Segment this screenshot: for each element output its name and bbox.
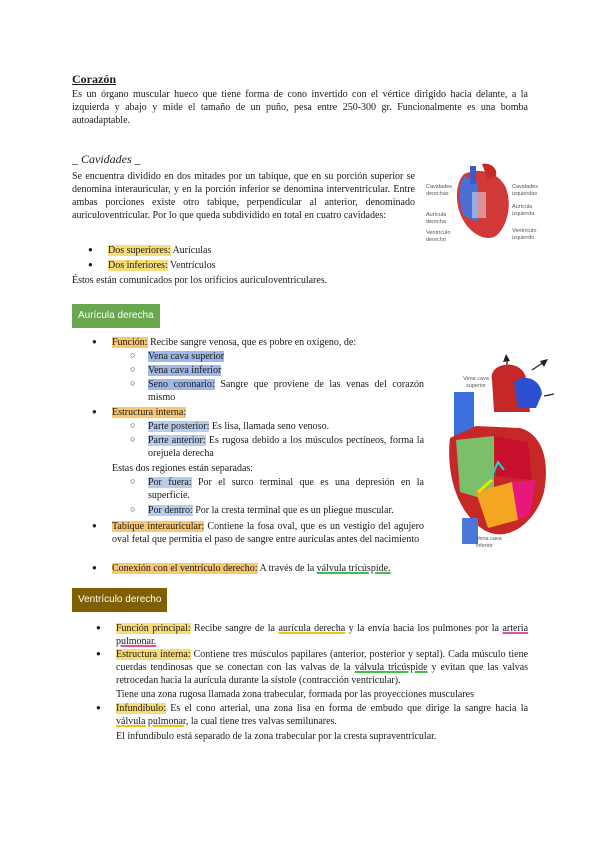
heart-anatomy-image [432,352,556,552]
source-item [148,378,424,404]
item-label: Dos superiores: [108,245,171,256]
diagram-label-left-bot: Ventrículo derecho [426,230,451,243]
connection-label: Conexión con el ventrículo derecho: [112,563,258,574]
page-title: Corazón [72,72,116,86]
ventricle-function [116,622,528,648]
separator-text: Por el surco terminal que es una depresión en la superficie. [148,477,424,501]
infundibulum-pre: Es el cono arterial, una zona lisa en forma de embudo que dirige la sangre hacia la [170,703,529,714]
structure-pre: Contiene tres músculos papilares (anterior, posterior y septal). Cada músculo tiene cuerdas tendinosas que se conectan con las valvas de la [116,649,529,673]
source-label: Vena cava inferior [148,365,222,376]
cavities-paragraph: Se encuentra dividido en dos mitades por un tabique, que en su porción superior se denomina interauricular, y en la porción inferior se denomina interventricular. Entre ambas porciones existe otro tabique, perpendicular al anterior, denominado auriculoventricular. Por lo que queda subdividido en total en cuatro cavidades: [72,171,415,221]
source-label: Vena cava superior [148,351,225,362]
function-label: Función principal: [116,623,191,634]
ventricle-structure [116,648,528,687]
infundibulum-post: la cual tiene tres valvas semilunares. [190,716,337,727]
cavities-heading: _ Cavidades _ [72,152,141,166]
cavities-item [108,244,211,257]
structure-label: Estructura interna: [112,407,187,418]
structure-valve: válvula tricúspide [354,662,428,673]
function-label: Función: [112,337,148,348]
atrium-connection [112,562,391,575]
intro-paragraph: Es un órgano muscular hueco que tiene forma de cono invertido con el vértice dirigido hacia delante, a la izquierda y abajo y mide el tamaño de un puño, pesa entre 250-300 gr. Funcionalmente es una bomba autoadaptable. [72,89,528,126]
function-artery: arteria pulmonar. [116,623,529,647]
connection-valve: válvula tricúspide. [316,563,391,574]
item-text: Aurículas [172,245,212,256]
heart-cavities-diagram [426,162,538,244]
atrium-function [112,336,356,349]
structure-post: y evitan que las valvas retrocedan hacia la aurícula durante la sístole (contracción ventricular). [116,662,529,686]
cavities-item [108,259,216,272]
function-mid: y la envía hacia los pulmones por la [348,623,499,634]
separator-item [148,504,394,517]
diagram-label-vena-cava-superior: Vena cava superior [463,376,489,389]
heart-anatomy-diagram [432,352,556,552]
diagram-label-right-top: Cavidades izquierdas [512,184,538,197]
diagram-label-vena-cava-inferior: Vena cava inferior [476,536,502,549]
separator-label: Por dentro: [148,505,193,516]
atrium-structure [112,406,186,419]
source-label: Seno coronario: [148,379,215,390]
cavities-closing: Éstos están comunicados por los orificios auriculoventriculares. [72,275,328,286]
septum-label: Tabique interauricular: [112,521,205,532]
section-label-right-atrium: Aurícula derecha [72,304,160,328]
infundibulum-valve: válvula pulmonar, [116,716,189,727]
function-text: Recibe sangre venosa, que es pobre en oxígeno, de: [150,337,357,348]
part-label: Parte posterior: [148,421,210,432]
part-text: Es rugosa debido a los músculos pectíneos, forma la orejuela derecha [148,435,425,459]
separator-item [148,476,424,502]
item-text: Ventrículos [170,260,216,271]
infundibulum-label: Infundíbulo: [116,703,166,714]
diagram-label-left-mid: Aurícula derecha [426,212,447,225]
function-pre: Recibe sangre de la [194,623,275,634]
separated-text: Estas dos regiones están separadas: [112,463,254,474]
diagram-label-left-top: Cavidades derechas [426,184,452,197]
function-atrium: aurícula derecha [278,623,346,634]
item-label: Dos inferiores: [108,260,168,271]
structure-label: Estructura interna: [116,649,191,660]
separator-label: Por fuera: [148,477,192,488]
section-label-right-ventricle: Ventrículo derecho [72,588,167,612]
source-item [148,350,224,363]
part-label: Parte anterior: [148,435,206,446]
ventricle-infundibulum [116,702,528,728]
atrium-septum [112,520,424,546]
diagram-label-right-bot: Ventrículo izquierdo [512,228,537,241]
part-item [148,420,329,433]
septum-text: Contiene la fosa oval, que es un vestigio del agujero oval fetal que permitía el paso de sangre entre aurículas antes del nacimiento [112,521,424,545]
part-item [148,434,424,460]
structure-extra: Tiene una zona rugosa llamada zona trabecular, formada por las proyecciones musculares [116,689,474,700]
part-text: Es lisa, llamada seno venoso. [211,421,330,432]
infundibulum-extra: El infundíbulo está separado de la zona trabecular por la cresta supraventricular. [116,731,437,742]
source-text: Sangre que proviene de las venas del corazón mismo [148,379,425,403]
diagram-label-right-mid: Aurícula izquierda [512,204,535,217]
connection-pre: A través de la [259,563,315,574]
source-item [148,364,221,377]
separator-text: Por la cresta terminal que es un pliegue muscular. [195,505,394,516]
